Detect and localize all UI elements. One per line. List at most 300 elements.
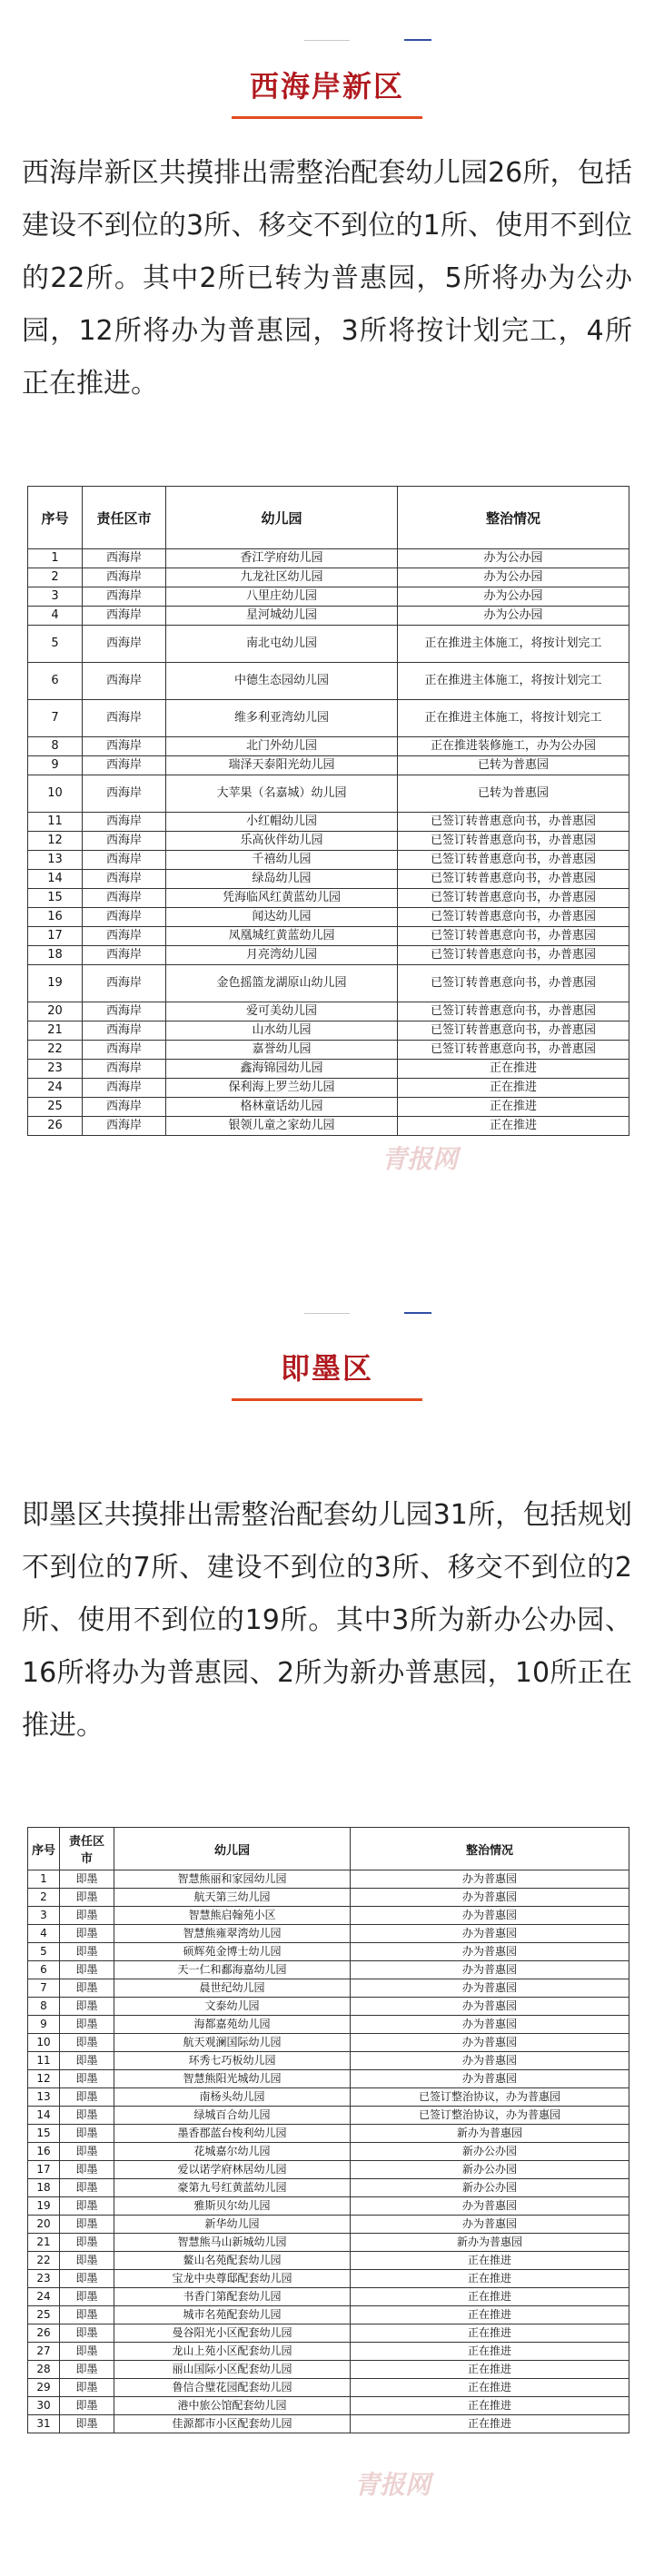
cell-index: 8 xyxy=(28,737,83,756)
cell-index: 13 xyxy=(28,851,83,870)
cell-kindergarten: 智慧熊马山新城幼儿园 xyxy=(114,2234,351,2252)
cell-kindergarten: 雅斯贝尔幼儿园 xyxy=(114,2197,351,2216)
cell-kindergarten: 星河城幼儿园 xyxy=(166,607,398,626)
cell-status: 正在推进 xyxy=(351,2306,629,2324)
cell-status: 已签订整治协议，办为普惠园 xyxy=(351,2107,629,2125)
table-row xyxy=(28,1022,629,1041)
cell-district: 即墨 xyxy=(60,1998,114,2016)
table-row xyxy=(28,889,629,908)
cell-kindergarten: 山水幼儿园 xyxy=(166,1022,398,1041)
header-accent xyxy=(404,1312,431,1314)
table-header-row xyxy=(28,1828,629,1870)
cell-index: 20 xyxy=(28,2216,60,2234)
cell-district: 西海岸 xyxy=(83,889,166,908)
cell-kindergarten: 爱以诺学府林居幼儿园 xyxy=(114,2161,351,2179)
cell-status: 已签订转普惠意向书，办普惠园 xyxy=(398,832,629,851)
cell-status: 新办为普惠园 xyxy=(351,2125,629,2143)
cell-index: 7 xyxy=(28,1979,60,1998)
table-header-row xyxy=(28,487,629,549)
table-row xyxy=(28,663,629,700)
cell-district: 即墨 xyxy=(60,2361,114,2379)
cell-status: 正在推进 xyxy=(351,2361,629,2379)
cell-district: 西海岸 xyxy=(83,775,166,813)
cell-district: 西海岸 xyxy=(83,700,166,737)
cell-kindergarten: 爱可美幼儿园 xyxy=(166,1002,398,1022)
cell-district: 西海岸 xyxy=(83,813,166,832)
cell-status: 办为普惠园 xyxy=(351,1889,629,1907)
cell-kindergarten: 晨世纪幼儿园 xyxy=(114,1979,351,1998)
cell-kindergarten: 智慧熊启翰苑小区 xyxy=(114,1907,351,1925)
cell-index: 14 xyxy=(28,2107,60,2125)
cell-status: 正在推进 xyxy=(351,2397,629,2415)
cell-district: 即墨 xyxy=(60,2052,114,2070)
cell-index: 19 xyxy=(28,2197,60,2216)
cell-index: 5 xyxy=(28,626,83,663)
table-row xyxy=(28,2179,629,2197)
cell-kindergarten: 佳源都市小区配套幼儿园 xyxy=(114,2415,351,2433)
cell-kindergarten: 环秀七巧板幼儿园 xyxy=(114,2052,351,2070)
cell-kindergarten: 绿城百合幼儿园 xyxy=(114,2107,351,2125)
cell-kindergarten: 宝龙中央尊邸配套幼儿园 xyxy=(114,2270,351,2288)
table-row xyxy=(28,2216,629,2234)
cell-district: 即墨 xyxy=(60,2288,114,2306)
cell-status: 已签订整治协议，办为普惠园 xyxy=(351,2088,629,2107)
cell-index: 25 xyxy=(28,2306,60,2324)
cell-kindergarten: 城市名苑配套幼儿园 xyxy=(114,2306,351,2324)
table-row xyxy=(28,908,629,927)
cell-status: 已转为普惠园 xyxy=(398,775,629,813)
cell-index: 24 xyxy=(28,1079,83,1098)
table-row xyxy=(28,2306,629,2324)
cell-index: 11 xyxy=(28,813,83,832)
cell-district: 西海岸 xyxy=(83,1079,166,1098)
table-row xyxy=(28,2270,629,2288)
table-row xyxy=(28,1079,629,1098)
cell-kindergarten: 北门外幼儿园 xyxy=(166,737,398,756)
cell-kindergarten: 月亮湾幼儿园 xyxy=(166,946,398,965)
cell-status: 已签订转普惠意向书，办普惠园 xyxy=(398,965,629,1002)
cell-kindergarten: 金色摇篮龙湖原山幼儿园 xyxy=(166,965,398,1002)
table-body xyxy=(28,549,629,1136)
cell-kindergarten: 凭海临风红黄蓝幼儿园 xyxy=(166,889,398,908)
header-divider xyxy=(304,1313,350,1314)
cell-district: 即墨 xyxy=(60,2161,114,2179)
table-row xyxy=(28,2125,629,2143)
cell-kindergarten: 小红帽幼儿园 xyxy=(166,813,398,832)
cell-index: 6 xyxy=(28,663,83,700)
cell-index: 3 xyxy=(28,1907,60,1925)
cell-district: 即墨 xyxy=(60,1889,114,1907)
cell-district: 即墨 xyxy=(60,2343,114,2361)
table-row xyxy=(28,2252,629,2270)
table-row xyxy=(28,2343,629,2361)
cell-index: 11 xyxy=(28,2052,60,2070)
cell-district: 西海岸 xyxy=(83,1041,166,1060)
cell-index: 25 xyxy=(28,1098,83,1117)
table-row xyxy=(28,2234,629,2252)
cell-index: 9 xyxy=(28,2016,60,2034)
table-row xyxy=(28,587,629,607)
cell-status: 办为普惠园 xyxy=(351,2034,629,2052)
cell-kindergarten: 鲁信合璧花园配套幼儿园 xyxy=(114,2379,351,2397)
table-row xyxy=(28,2052,629,2070)
cell-district: 即墨 xyxy=(60,2379,114,2397)
cell-index: 15 xyxy=(28,889,83,908)
cell-district: 即墨 xyxy=(60,2415,114,2433)
cell-index: 19 xyxy=(28,965,83,1002)
cell-district: 即墨 xyxy=(60,2306,114,2324)
cell-status: 办为普惠园 xyxy=(351,1998,629,2016)
cell-status: 正在推进 xyxy=(398,1079,629,1098)
cell-district: 即墨 xyxy=(60,2070,114,2088)
cell-status: 办为普惠园 xyxy=(351,1961,629,1979)
cell-kindergarten: 龙山上苑小区配套幼儿园 xyxy=(114,2343,351,2361)
cell-kindergarten: 八里庄幼儿园 xyxy=(166,587,398,607)
cell-district: 西海岸 xyxy=(83,1022,166,1041)
cell-district: 西海岸 xyxy=(83,568,166,587)
cell-status: 办为普惠园 xyxy=(351,2070,629,2088)
cell-index: 4 xyxy=(28,607,83,626)
cell-status: 正在推进 xyxy=(351,2343,629,2361)
cell-kindergarten: 鑫海锦园幼儿园 xyxy=(166,1060,398,1079)
cell-status: 正在推进装修施工，办为公办园 xyxy=(398,737,629,756)
cell-index: 12 xyxy=(28,2070,60,2088)
cell-kindergarten: 九龙社区幼儿园 xyxy=(166,568,398,587)
cell-status: 办为公办园 xyxy=(398,607,629,626)
cell-index: 22 xyxy=(28,2252,60,2270)
cell-index: 17 xyxy=(28,2161,60,2179)
cell-kindergarten: 海都嘉苑幼儿园 xyxy=(114,2016,351,2034)
col-header-index: 序号 xyxy=(28,1828,60,1870)
cell-status: 已签订转普惠意向书，办普惠园 xyxy=(398,851,629,870)
table-row xyxy=(28,737,629,756)
table-row xyxy=(28,607,629,626)
cell-index: 13 xyxy=(28,2088,60,2107)
cell-index: 10 xyxy=(28,2034,60,2052)
cell-kindergarten: 墨香郡蓝台梭利幼儿园 xyxy=(114,2125,351,2143)
table-jimo xyxy=(27,1827,629,2433)
cell-district: 即墨 xyxy=(60,1979,114,1998)
table-row xyxy=(28,549,629,568)
cell-district: 西海岸 xyxy=(83,587,166,607)
cell-kindergarten: 南北屯幼儿园 xyxy=(166,626,398,663)
cell-status: 正在推进 xyxy=(398,1098,629,1117)
table-row xyxy=(28,2288,629,2306)
cell-status: 正在推进 xyxy=(351,2324,629,2343)
cell-kindergarten: 智慧熊雍翠湾幼儿园 xyxy=(114,1925,351,1943)
col-header-kindergarten: 幼儿园 xyxy=(166,487,398,549)
table-row xyxy=(28,832,629,851)
table-row xyxy=(28,2161,629,2179)
cell-status: 已签订转普惠意向书，办普惠园 xyxy=(398,1002,629,1022)
cell-index: 26 xyxy=(28,2324,60,2343)
cell-index: 15 xyxy=(28,2125,60,2143)
header-accent xyxy=(404,39,431,41)
cell-status: 办为公办园 xyxy=(398,568,629,587)
cell-kindergarten: 新华幼儿园 xyxy=(114,2216,351,2234)
cell-index: 22 xyxy=(28,1041,83,1060)
cell-district: 即墨 xyxy=(60,2179,114,2197)
cell-district: 即墨 xyxy=(60,2088,114,2107)
section-title-jimo: 即墨区 xyxy=(280,1351,373,1386)
cell-district: 西海岸 xyxy=(83,927,166,946)
cell-status: 办为普惠园 xyxy=(351,1979,629,1998)
table-row xyxy=(28,2070,629,2088)
cell-district: 西海岸 xyxy=(83,549,166,568)
cell-status: 新办为普惠园 xyxy=(351,2234,629,2252)
header-divider xyxy=(304,40,350,41)
cell-kindergarten: 大苹果（名嘉城）幼儿园 xyxy=(166,775,398,813)
cell-district: 即墨 xyxy=(60,1961,114,1979)
cell-status: 新办公办园 xyxy=(351,2161,629,2179)
cell-district: 即墨 xyxy=(60,2034,114,2052)
section-title-xihaian: 西海岸新区 xyxy=(249,69,404,104)
col-header-district: 责任区市 xyxy=(83,487,166,549)
col-header-status: 整治情况 xyxy=(351,1828,629,1870)
cell-status: 正在推进 xyxy=(351,2415,629,2433)
cell-status: 正在推进 xyxy=(351,2379,629,2397)
cell-index: 18 xyxy=(28,2179,60,2197)
cell-status: 办为普惠园 xyxy=(351,2016,629,2034)
cell-index: 28 xyxy=(28,2361,60,2379)
cell-status: 已签订转普惠意向书，办普惠园 xyxy=(398,946,629,965)
cell-status: 办为普惠园 xyxy=(351,1907,629,1925)
cell-district: 西海岸 xyxy=(83,908,166,927)
cell-status: 已签订转普惠意向书，办普惠园 xyxy=(398,870,629,889)
cell-status: 正在推进 xyxy=(398,1117,629,1136)
cell-district: 即墨 xyxy=(60,1943,114,1961)
table-row xyxy=(28,2361,629,2379)
cell-index: 17 xyxy=(28,927,83,946)
cell-status: 正在推进 xyxy=(351,2252,629,2270)
cell-kindergarten: 港中旅公馆配套幼儿园 xyxy=(114,2397,351,2415)
cell-kindergarten: 文泰幼儿园 xyxy=(114,1998,351,2016)
cell-district: 即墨 xyxy=(60,2270,114,2288)
cell-index: 2 xyxy=(28,1889,60,1907)
table-row xyxy=(28,2107,629,2125)
table-row xyxy=(28,568,629,587)
cell-index: 30 xyxy=(28,2397,60,2415)
table-row xyxy=(28,700,629,737)
table-row xyxy=(28,2016,629,2034)
cell-district: 即墨 xyxy=(60,2216,114,2234)
table-body xyxy=(28,1870,629,2433)
cell-index: 20 xyxy=(28,1002,83,1022)
cell-kindergarten: 花城嘉尔幼儿园 xyxy=(114,2143,351,2161)
cell-district: 即墨 xyxy=(60,2252,114,2270)
cell-district: 西海岸 xyxy=(83,870,166,889)
table-row xyxy=(28,870,629,889)
cell-district: 西海岸 xyxy=(83,1098,166,1117)
cell-kindergarten: 丽山国际小区配套幼儿园 xyxy=(114,2361,351,2379)
cell-index: 21 xyxy=(28,1022,83,1041)
cell-kindergarten: 豪第九号红黄蓝幼儿园 xyxy=(114,2179,351,2197)
cell-district: 即墨 xyxy=(60,2016,114,2034)
col-header-index: 序号 xyxy=(28,487,83,549)
cell-district: 即墨 xyxy=(60,1925,114,1943)
cell-status: 正在推进主体施工，将按计划完工 xyxy=(398,626,629,663)
cell-status: 办为普惠园 xyxy=(351,1870,629,1889)
cell-kindergarten: 南杨头幼儿园 xyxy=(114,2088,351,2107)
cell-status: 办为普惠园 xyxy=(351,1943,629,1961)
cell-index: 7 xyxy=(28,700,83,737)
cell-district: 即墨 xyxy=(60,2397,114,2415)
section-paragraph-jimo: 即墨区共摸排出需整治配套幼儿园31所，包括规划不到位的7所、建设不到位的3所、移交不到位的2所、使用不到位的19所。其中3所为新办公办园、16所将办为普惠园、2所为新办普惠园，10所正在推进。 xyxy=(22,1499,632,1742)
cell-index: 29 xyxy=(28,2379,60,2397)
cell-kindergarten: 闻达幼儿园 xyxy=(166,908,398,927)
table-row xyxy=(28,813,629,832)
cell-index: 23 xyxy=(28,2270,60,2288)
table-row xyxy=(28,927,629,946)
table-row xyxy=(28,1943,629,1961)
cell-status: 新办公办园 xyxy=(351,2179,629,2197)
cell-district: 即墨 xyxy=(60,2234,114,2252)
cell-status: 正在推进主体施工，将按计划完工 xyxy=(398,700,629,737)
cell-district: 即墨 xyxy=(60,2143,114,2161)
cell-index: 3 xyxy=(28,587,83,607)
cell-status: 已签订转普惠意向书，办普惠园 xyxy=(398,927,629,946)
cell-district: 西海岸 xyxy=(83,965,166,1002)
table-row xyxy=(28,2034,629,2052)
watermark: 青报网 xyxy=(354,2470,431,2500)
cell-index: 2 xyxy=(28,568,83,587)
section-title-underline xyxy=(232,1398,422,1401)
table-row xyxy=(28,1979,629,1998)
table-row xyxy=(28,1998,629,2016)
table-row xyxy=(28,1002,629,1022)
table-row xyxy=(28,626,629,663)
cell-index: 16 xyxy=(28,2143,60,2161)
cell-status: 办为普惠园 xyxy=(351,2052,629,2070)
cell-kindergarten: 书香门第配套幼儿园 xyxy=(114,2288,351,2306)
cell-index: 26 xyxy=(28,1117,83,1136)
cell-status: 正在推进 xyxy=(351,2288,629,2306)
cell-district: 西海岸 xyxy=(83,1002,166,1022)
table-row xyxy=(28,1961,629,1979)
table-xihaian xyxy=(27,486,629,1136)
cell-district: 西海岸 xyxy=(83,832,166,851)
cell-kindergarten: 银领儿童之家幼儿园 xyxy=(166,1117,398,1136)
table-row xyxy=(28,2088,629,2107)
cell-district: 西海岸 xyxy=(83,946,166,965)
cell-kindergarten: 航天第三幼儿园 xyxy=(114,1889,351,1907)
col-header-status: 整治情况 xyxy=(398,487,629,549)
cell-status: 办为普惠园 xyxy=(351,2197,629,2216)
cell-kindergarten: 绿岛幼儿园 xyxy=(166,870,398,889)
cell-index: 4 xyxy=(28,1925,60,1943)
cell-district: 西海岸 xyxy=(83,1060,166,1079)
cell-index: 23 xyxy=(28,1060,83,1079)
cell-kindergarten: 千禧幼儿园 xyxy=(166,851,398,870)
cell-status: 已签订转普惠意向书，办普惠园 xyxy=(398,1041,629,1060)
cell-status: 办为公办园 xyxy=(398,587,629,607)
table-row xyxy=(28,1117,629,1136)
cell-index: 21 xyxy=(28,2234,60,2252)
cell-district: 西海岸 xyxy=(83,607,166,626)
cell-kindergarten: 凤凰城红黄蓝幼儿园 xyxy=(166,927,398,946)
cell-status: 新办公办园 xyxy=(351,2143,629,2161)
table-row xyxy=(28,1925,629,1943)
col-header-district: 责任区市 xyxy=(60,1828,114,1870)
cell-status: 正在推进 xyxy=(351,2270,629,2288)
cell-status: 办为普惠园 xyxy=(351,2216,629,2234)
cell-district: 西海岸 xyxy=(83,626,166,663)
cell-kindergarten: 香江学府幼儿园 xyxy=(166,549,398,568)
table-row xyxy=(28,1060,629,1079)
table-row xyxy=(28,756,629,775)
cell-district: 即墨 xyxy=(60,2125,114,2143)
cell-district: 即墨 xyxy=(60,2324,114,2343)
cell-district: 即墨 xyxy=(60,2197,114,2216)
cell-kindergarten: 乐高伙伴幼儿园 xyxy=(166,832,398,851)
table-row xyxy=(28,2379,629,2397)
cell-status: 正在推进主体施工，将按计划完工 xyxy=(398,663,629,700)
cell-kindergarten: 硕辉苑金博士幼儿园 xyxy=(114,1943,351,1961)
cell-kindergarten: 天一仁和鄱海嘉幼儿园 xyxy=(114,1961,351,1979)
cell-index: 1 xyxy=(28,549,83,568)
cell-index: 9 xyxy=(28,756,83,775)
cell-kindergarten: 智慧熊丽和家园幼儿园 xyxy=(114,1870,351,1889)
table-row xyxy=(28,1098,629,1117)
table-row xyxy=(28,965,629,1002)
cell-index: 1 xyxy=(28,1870,60,1889)
cell-index: 31 xyxy=(28,2415,60,2433)
cell-kindergarten: 保利海上罗兰幼儿园 xyxy=(166,1079,398,1098)
table-row xyxy=(28,851,629,870)
cell-district: 西海岸 xyxy=(83,851,166,870)
cell-status: 已转为普惠园 xyxy=(398,756,629,775)
cell-kindergarten: 嘉誉幼儿园 xyxy=(166,1041,398,1060)
cell-kindergarten: 瑞泽天泰阳光幼儿园 xyxy=(166,756,398,775)
table-row xyxy=(28,775,629,813)
cell-district: 即墨 xyxy=(60,1870,114,1889)
cell-index: 27 xyxy=(28,2343,60,2361)
table-row xyxy=(28,2324,629,2343)
table-row xyxy=(28,2415,629,2433)
section-title-underline xyxy=(232,116,422,119)
cell-status: 已签订转普惠意向书，办普惠园 xyxy=(398,813,629,832)
table-row xyxy=(28,946,629,965)
cell-district: 西海岸 xyxy=(83,1117,166,1136)
cell-district: 西海岸 xyxy=(83,737,166,756)
table-row xyxy=(28,2197,629,2216)
cell-district: 西海岸 xyxy=(83,756,166,775)
cell-status: 正在推进 xyxy=(398,1060,629,1079)
table-row xyxy=(28,1041,629,1060)
cell-index: 8 xyxy=(28,1998,60,2016)
col-header-kindergarten: 幼儿园 xyxy=(114,1828,351,1870)
cell-district: 西海岸 xyxy=(83,663,166,700)
cell-index: 24 xyxy=(28,2288,60,2306)
cell-index: 18 xyxy=(28,946,83,965)
cell-kindergarten: 中德生态园幼儿园 xyxy=(166,663,398,700)
cell-index: 14 xyxy=(28,870,83,889)
cell-status: 已签订转普惠意向书，办普惠园 xyxy=(398,889,629,908)
watermark: 青报网 xyxy=(382,1144,459,1174)
table-row xyxy=(28,1889,629,1907)
cell-index: 16 xyxy=(28,908,83,927)
cell-kindergarten: 格林童话幼儿园 xyxy=(166,1098,398,1117)
cell-kindergarten: 智慧熊阳光城幼儿园 xyxy=(114,2070,351,2088)
table-row xyxy=(28,1870,629,1889)
cell-district: 即墨 xyxy=(60,1907,114,1925)
cell-kindergarten: 航天观澜国际幼儿园 xyxy=(114,2034,351,2052)
cell-kindergarten: 维多利亚湾幼儿园 xyxy=(166,700,398,737)
cell-index: 6 xyxy=(28,1961,60,1979)
cell-index: 12 xyxy=(28,832,83,851)
cell-index: 5 xyxy=(28,1943,60,1961)
table-row xyxy=(28,2397,629,2415)
